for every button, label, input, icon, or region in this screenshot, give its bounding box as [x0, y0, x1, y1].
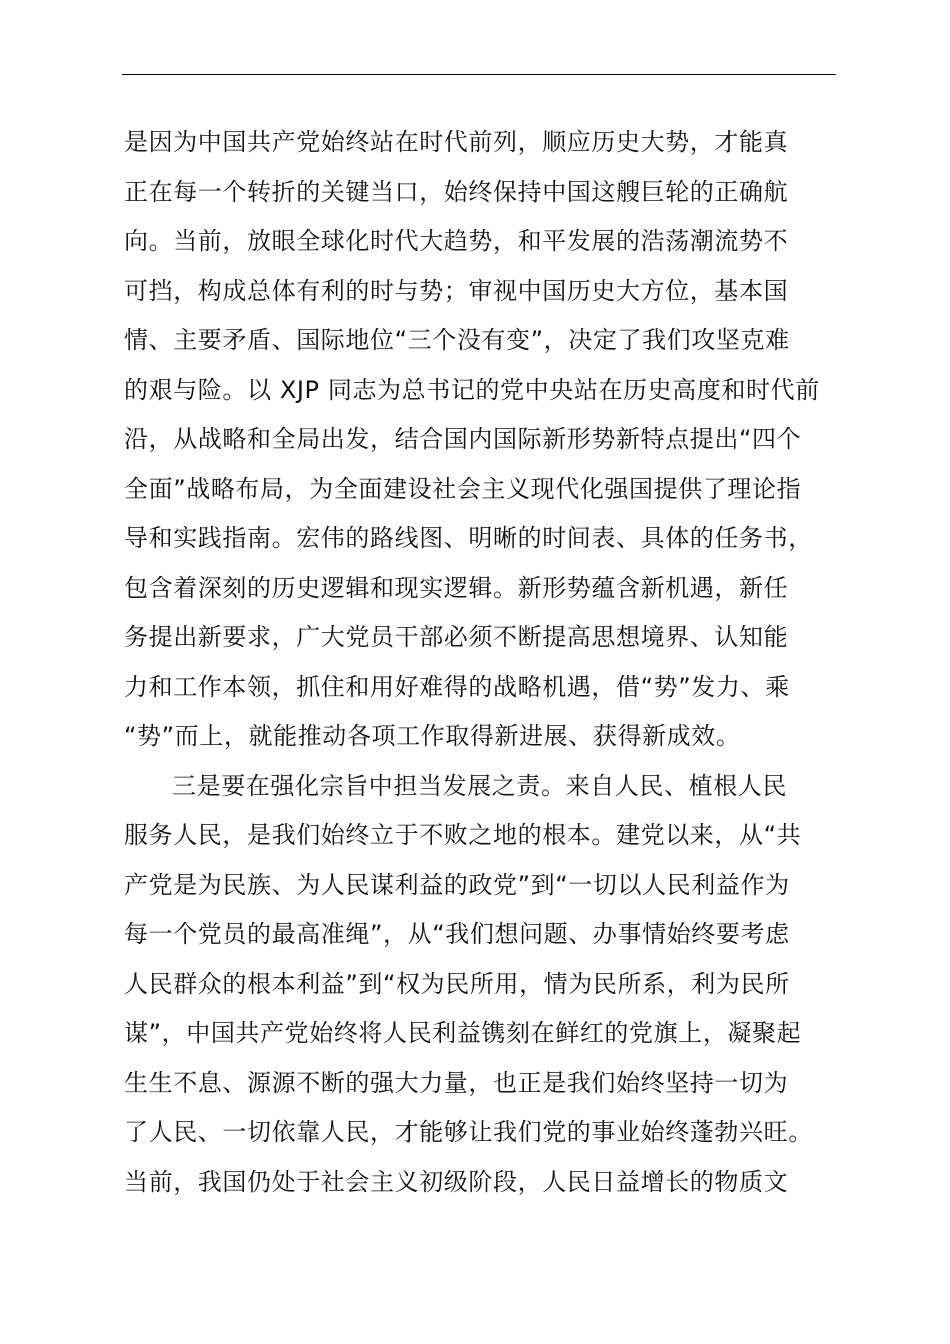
text-line: 情、主要矛盾、国际地位“三个没有变”，决定了我们攻坚克难 — [124, 326, 790, 354]
text-line: 可挡，构成总体有利的时与势；审视中国历史大方位，基本国 — [124, 276, 789, 305]
paragraph-start-line: 三是要在强化宗旨中担当发展之责。来自人民、植根人民 — [172, 771, 787, 800]
text-line: 正在每一个转折的关键当口，始终保持中国这艘巨轮的正确航 — [124, 177, 789, 206]
text-line: 谋”，中国共产党始终将人民利益镌刻在鲜红的党旗上，凝聚起 — [124, 1019, 802, 1047]
text-line: 务提出新要求，广大党员干部必须不断提高思想境界、认知能 — [124, 623, 789, 651]
document-body — [124, 118, 864, 1207]
text-line: 沿，从战略和全局出发，结合国内国际新形势新特点提出“四个 — [124, 425, 802, 453]
text-line: 人民群众的根本利益”到“权为民所用，情为民所系，利为民所 — [124, 969, 790, 998]
text-line: 包含着深刻的历史逻辑和现实逻辑。新形势蕴含新机遇，新任 — [124, 573, 789, 602]
text-line: 是因为中国共产党始终站在时代前列，顺应历史大势，才能真 — [124, 128, 789, 156]
text-line: 生生不息、源源不断的强大力量，也正是我们始终坚持一切为 — [124, 1068, 789, 1097]
text-line: 的艰与险。以 XJP 同志为总书记的党中央站在历史高度和时代前 — [124, 375, 820, 404]
text-line: 力和工作本领，抓住和用好难得的战略机遇，借“势”发力、乘 — [124, 672, 790, 701]
text-line: “势”而上，就能推动各项工作取得新进展、获得新成效。 — [124, 722, 741, 750]
text-line: 全面”战略布局，为全面建设社会主义现代化强国提供了理论指 — [124, 474, 802, 503]
text-line: 导和实践指南。宏伟的路线图、明晰的时间表、具体的任务书， — [124, 524, 813, 552]
header-rule — [122, 74, 836, 75]
text-line: 每一个党员的最高准绳”，从“我们想问题、办事情始终要考虑 — [124, 920, 790, 948]
text-line: 产党是为民族、为人民谋利益的政党”到“一切以人民利益作为 — [124, 870, 790, 899]
text-line: 了人民、一切依靠人民，才能够让我们党的事业始终蓬勃兴旺。 — [124, 1118, 813, 1146]
text-line: 向。当前，放眼全球化时代大趋势，和平发展的浩荡潮流势不 — [124, 227, 789, 255]
text-line: 当前，我国仍处于社会主义初级阶段，人民日益增长的物质文 — [124, 1167, 789, 1196]
text-line: 服务人民，是我们始终立于不败之地的根本。建党以来，从“共 — [124, 821, 802, 849]
